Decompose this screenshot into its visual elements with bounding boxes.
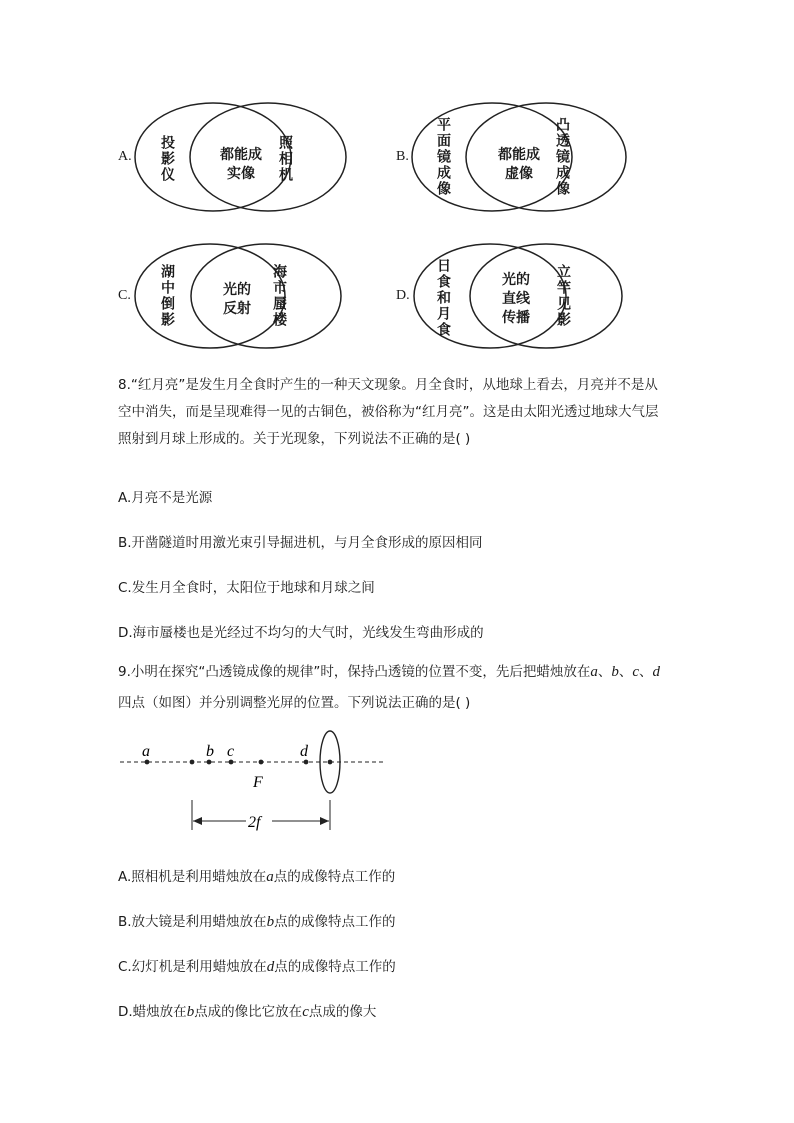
venn-left-text: 投影仪 xyxy=(159,135,175,183)
venn-diagram-d xyxy=(396,234,696,364)
venn-center-text: 都能成 虚像 xyxy=(498,147,540,182)
point-f xyxy=(259,760,264,765)
point-d xyxy=(304,760,309,765)
question-9-option-d: D.蜡烛放在b点成的像比它放在c点成的像大 xyxy=(118,1004,377,1020)
question-8-option-c: C.发生月全食时，太阳位于地球和月球之间 xyxy=(118,580,375,596)
question-8-option-b: B.开凿隧道时用激光束引导掘进机，与月全食形成的原因相同 xyxy=(118,535,483,551)
question-8-line-2: 空中消失，而是呈现难得一见的古铜色，被俗称为“红月亮”。这是由太阳光透过地球大气层 xyxy=(118,404,659,420)
arrow-right xyxy=(320,817,329,825)
venn-diagram-b xyxy=(396,95,696,225)
venn-right-text: 海市蜃楼 xyxy=(271,264,287,328)
question-9-line-2: 四点（如图）并分别调整光屏的位置。下列说法正确的是( ) xyxy=(118,695,471,711)
venn-center-text: 光的 直线 传播 xyxy=(502,272,530,326)
lens-diagram xyxy=(110,728,400,836)
venn-center-text: 都能成 实像 xyxy=(220,147,262,182)
venn-diagram-c xyxy=(118,234,418,364)
question-9-option-a: A.照相机是利用蜡烛放在a点的成像特点工作的 xyxy=(118,869,396,885)
venn-left-text: 平面镜成像 xyxy=(435,117,451,197)
label-distance: 2f xyxy=(248,814,261,831)
question-9-option-b: B.放大镜是利用蜡烛放在b点的成像特点工作的 xyxy=(118,914,396,930)
option-label: B. xyxy=(396,149,409,164)
question-8-option-a: A.月亮不是光源 xyxy=(118,490,213,506)
venn-left-text: 日食和月食 xyxy=(435,258,451,338)
point-b xyxy=(207,760,212,765)
question-8-option-d: D.海市蜃楼也是光经过不均匀的大气时，光线发生弯曲形成的 xyxy=(118,625,484,641)
question-8-line-1: 8.“红月亮”是发生月全食时产生的一种天文现象。月全食时，从地球上看去，月亮并不是从 xyxy=(118,377,658,393)
label-focus: F xyxy=(253,774,263,791)
venn-right-text: 立竿见影 xyxy=(555,264,571,328)
lens-center xyxy=(328,760,333,765)
label-c: c xyxy=(227,743,235,760)
option-label: A. xyxy=(118,149,132,164)
point-a xyxy=(145,760,150,765)
question-9-line-1: 9.小明在探究“凸透镜成像的规律”时，保持凸透镜的位置不变，先后把蜡烛放在a、b、c、d xyxy=(118,664,661,680)
point-c xyxy=(229,760,234,765)
venn-left-text: 湖中倒影 xyxy=(159,264,175,328)
point-2f xyxy=(190,760,195,765)
venn-right-text: 照相机 xyxy=(277,135,293,183)
label-b: b xyxy=(206,743,214,760)
venn-diagram-a xyxy=(118,95,418,225)
question-8-line-3: 照射到月球上形成的。关于光现象，下列说法不正确的是( ) xyxy=(118,431,471,447)
option-label: D. xyxy=(396,288,410,303)
label-d: d xyxy=(300,743,308,760)
label-a: a xyxy=(142,743,150,760)
option-label: C. xyxy=(118,288,131,303)
arrow-left xyxy=(193,817,202,825)
venn-center-text: 光的 反射 xyxy=(223,282,251,317)
venn-right-text: 凸透镜成像 xyxy=(554,117,570,197)
question-9-option-c: C.幻灯机是利用蜡烛放在d点的成像特点工作的 xyxy=(118,959,396,975)
